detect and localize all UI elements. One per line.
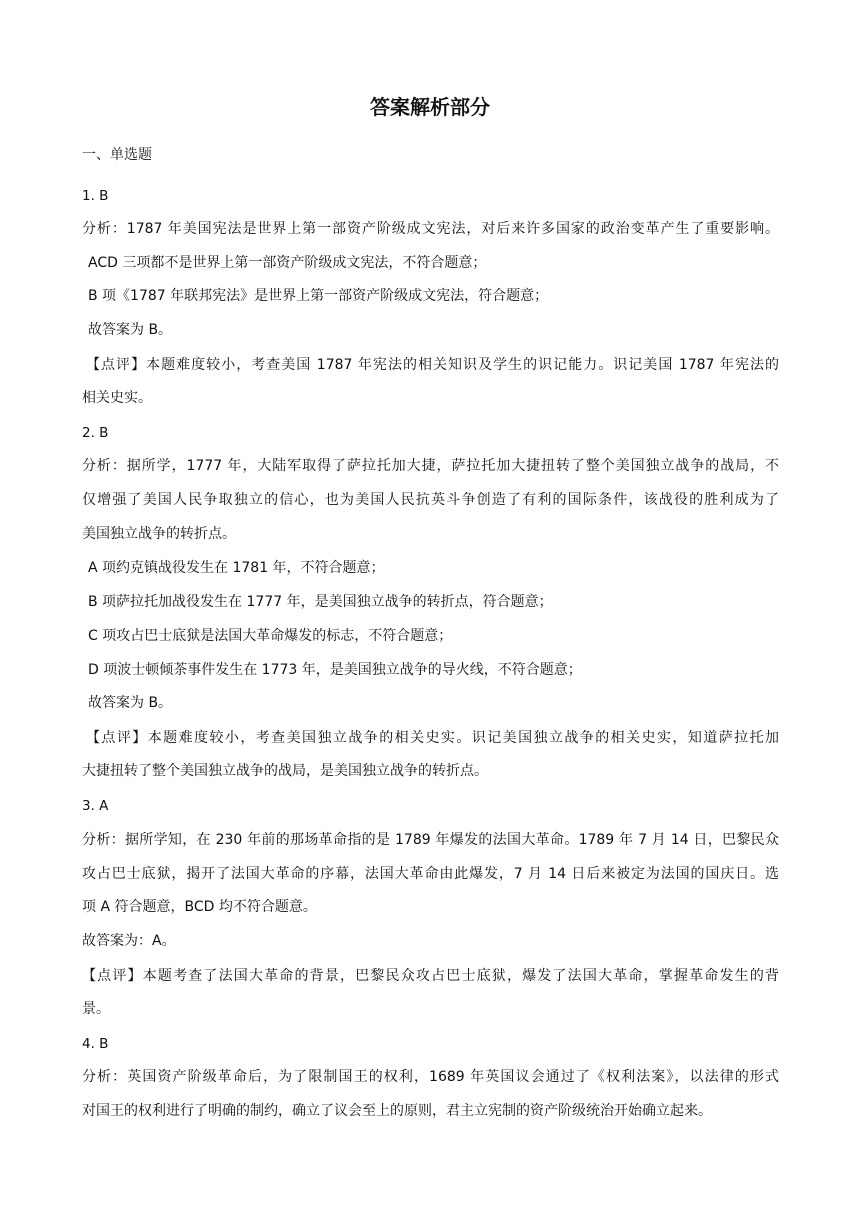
question-1-analysis: 分析：1787 年美国宪法是世界上第一部资产阶级成文宪法，对后来许多国家的政治变革产生了重要影响。 xyxy=(82,221,779,237)
question-2-analysis-end: 美国独立战争的转折点。 xyxy=(82,526,236,542)
question-1-option-acd: ACD 三项都不是世界上第一部资产阶级成文宪法，不符合题意； xyxy=(88,255,487,271)
question-2-option-c: C 项攻占巴士底狱是法国大革命爆发的标志，不符合题意； xyxy=(88,628,453,644)
question-1-comment-cont: 相关史实。 xyxy=(82,390,152,406)
question-4-analysis-cont: 对国王的权利进行了明确的制约，确立了议会至上的原则，君主立宪制的资产阶级统治开始确立起来。 xyxy=(82,1103,712,1119)
question-2-comment: 【点评】本题难度较小，考查美国独立战争的相关史实。识记美国独立战争的相关史实，知道萨拉托加 xyxy=(86,730,779,746)
question-4-number: 4. B xyxy=(82,1036,109,1052)
question-3-analysis-end: 项 A 符合题意，BCD 均不符合题意。 xyxy=(82,899,317,915)
question-1-answer: 故答案为 B。 xyxy=(88,322,173,338)
question-2-analysis-cont: 仅增强了美国人民争取独立的信心，也为美国人民抗英斗争创造了有利的国际条件，该战役的胜利成为了 xyxy=(82,492,779,508)
question-2-option-a: A 项约克镇战役发生在 1781 年，不符合题意； xyxy=(88,560,385,576)
page-title: 答案解析部分 xyxy=(370,95,490,119)
question-2-analysis: 分析：据所学，1777 年，大陆军取得了萨拉托加大捷，萨拉托加大捷扭转了整个美国独立战争的战局，不 xyxy=(82,458,779,474)
question-3-number: 3. A xyxy=(82,798,109,814)
question-3-analysis: 分析：据所学知，在 230 年前的那场革命指的是 1789 年爆发的法国大革命。1789 年 7 月 14 日，巴黎民众 xyxy=(82,832,779,848)
question-2-answer: 故答案为 B。 xyxy=(88,695,173,711)
question-2-number: 2. B xyxy=(82,425,109,441)
question-1-option-b: B 项《1787 年联邦宪法》是世界上第一部资产阶级成文宪法，符合题意； xyxy=(88,288,549,304)
question-2-option-b: B 项萨拉托加战役发生在 1777 年，是美国独立战争的转折点，符合题意； xyxy=(88,594,553,610)
question-3-comment: 【点评】本题考查了法国大革命的背景，巴黎民众攻占巴士底狱，爆发了法国大革命，掌握革命发生的背 xyxy=(82,968,779,984)
question-2-option-d: D 项波士顿倾茶事件发生在 1773 年，是美国独立战争的导火线，不符合题意； xyxy=(88,662,582,678)
question-1-number: 1. B xyxy=(82,188,109,204)
question-1-comment: 【点评】本题难度较小，考查美国 1787 年宪法的相关知识及学生的识记能力。识记美国 1787 年宪法的 xyxy=(86,357,779,373)
question-3-analysis-cont: 攻占巴士底狱，揭开了法国大革命的序幕，法国大革命由此爆发，7 月 14 日后来被定为法国的国庆日。选 xyxy=(82,866,779,882)
question-3-answer: 故答案为：A。 xyxy=(82,933,176,949)
question-3-comment-cont: 景。 xyxy=(82,1001,110,1017)
section-heading: 一、单选题 xyxy=(82,147,152,163)
question-2-comment-cont: 大捷扭转了整个美国独立战争的战局，是美国独立战争的转折点。 xyxy=(82,763,488,779)
question-4-analysis: 分析：英国资产阶级革命后，为了限制国王的权利，1689 年英国议会通过了《权利法案》，以法律的形式 xyxy=(82,1069,779,1085)
